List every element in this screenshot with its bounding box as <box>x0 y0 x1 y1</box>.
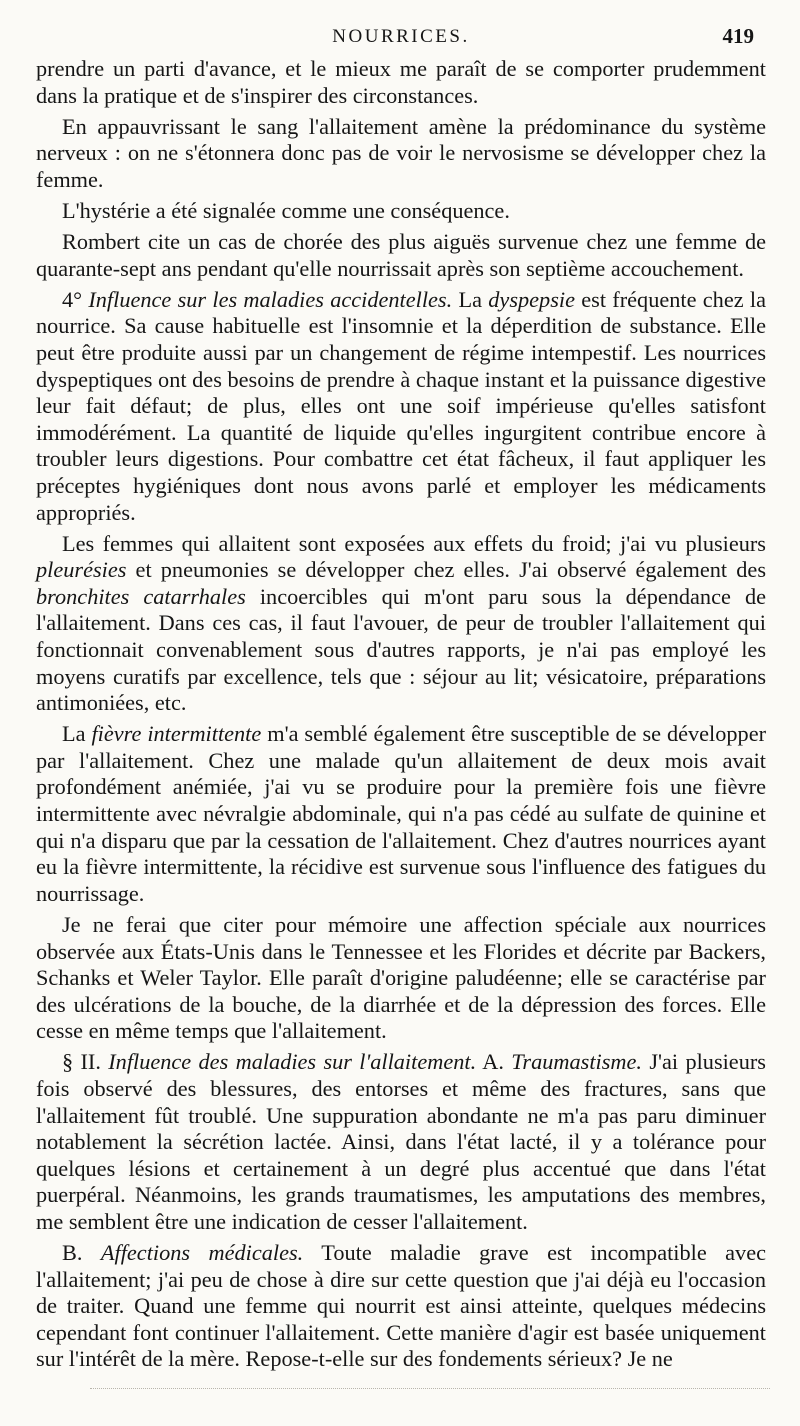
text-run: prendre un parti d'avance, et le mieux me paraît de se comporter prudemment dans la pratique et de s'inspirer des circonstances. <box>36 56 766 108</box>
italic-text: dyspepsie <box>488 286 575 312</box>
text-run: 4° <box>62 286 89 312</box>
paragraph <box>36 229 766 282</box>
paragraph <box>36 1240 766 1373</box>
paragraph <box>36 287 766 526</box>
italic-text: bronchites catarrhales <box>36 583 246 609</box>
text-run: En appauvrissant le sang l'allaitement amène la prédominance du système nerveux : on ne s'étonnera donc pas de voir le nervosisme se développer chez la femme. <box>36 113 766 192</box>
text-run: Les femmes qui allaitent sont exposées aux effets du froid; j'ai vu plusieurs <box>62 530 766 556</box>
text-run: Je ne ferai que citer pour mémoire une affection spéciale aux nourrices observée aux États-Unis dans le Tennessee et les Florides et décrite par Backers, Schanks et Weler Taylor. Elle paraît d'origine paludéenne; elle se caractérise par des ulcérations de la bouche, de la diarrhée et de la dépression des forces. Elle cesse en même temps que l'allaitement. <box>36 911 766 1044</box>
text-run: incoercibles qui m'ont paru sous la dépendance de l'allaitement. Dans ces cas, il faut l'avouer, de peur de troubler l'allaitement qui fonctionnait convenablement sous d'autres rapports, je n'ai pas employé les moyens curatifs par excellence, tels que : séjour au lit; vésicatoire, préparations antimoniées, etc. <box>36 583 766 716</box>
italic-text: Traumastisme. <box>511 1049 642 1075</box>
text-run: m'a semblé également être susceptible de se développer par l'allaitement. Chez une malade qu'un allaitement de deux mois avait profondément anémiée, j'ai vu se produire pour la première fois une fièvre intermittente avec névralgie abdominale, qui n'a pas cédé au sulfate de quinine et qui n'a disparu que par la cessation de l'allaitement. Chez d'autres nourrices ayant eu la fièvre intermittente, la récidive est survenue sous l'influence des fatigues du nourrissage. <box>36 721 767 906</box>
text-run: L'hystérie a été signalée comme une conséquence. <box>62 197 510 223</box>
italic-text: Affections médicales. <box>100 1240 304 1266</box>
italic-text: Influence des maladies sur l'allaitement. <box>108 1049 477 1075</box>
body-text <box>36 56 766 1373</box>
italic-text: pleurésies <box>36 557 127 583</box>
text-run: La <box>62 721 92 747</box>
text-run: Toute maladie grave est incompatible avec l'allaitement; j'ai peu de chose à dire sur cette question que j'ai déjà eu l'occasion de traiter. Quand une femme qui nourrit est ainsi atteinte, quelques médecins cependant font continuer l'allaitement. Cette manière d'agir est basée uniquement sur l'intérêt de la mère. Repose-t-elle sur des fondements sérieux? Je ne <box>36 1240 766 1372</box>
running-title: NOURRICES. <box>332 26 470 47</box>
italic-text: Influence sur les maladies accidentelles. <box>88 286 453 312</box>
paragraph <box>36 721 766 907</box>
page-header <box>36 20 766 52</box>
text-run: A. <box>476 1049 512 1075</box>
text-run: B. <box>62 1240 101 1266</box>
text-run: § II. <box>62 1049 109 1075</box>
bleed-through-line <box>90 1388 770 1391</box>
text-run: J'ai plusieurs fois observé des blessures, des entorses et même des fractures, sans que l'allaitement fût troublé. Une suppuration abondante ne m'a pas paru diminuer notablement la sécrétion lactée. Ainsi, dans l'état lacté, il y a tolérance pour quelques lésions et certainement à un degré plus accentué que dans l'état puerpéral. Néanmoins, les grands traumatismes, les amputations des membres, me semblent être une indication de cesser l'allaitement. <box>36 1049 766 1234</box>
text-run: et pneumonies se développer chez elles. J'ai observé également des <box>126 557 766 583</box>
text-run: La <box>452 286 489 312</box>
paragraph <box>36 198 766 225</box>
text-run: Rombert cite un cas de chorée des plus aiguës survenue chez une femme de quarante-sept ans pendant qu'elle nourrissait après son septième accouchement. <box>36 229 766 281</box>
text-run: est fréquente chez la nourrice. Sa cause habituelle est l'insomnie et la déperdition de substance. Elle peut être produite aussi par un changement de régime intempestif. Les nourrices dyspeptiques ont des besoins de prendre à chaque instant et la puissance digestive leur fait défaut; de plus, elles ont une soif impérieuse qu'elles satisfont immodérément. La quantité de liquide qu'elles ingurgitent contribue encore à troubler leurs digestions. Pour combattre cet état fâcheux, il faut appliquer les préceptes hygiéniques dont nous avons parlé et employer les médicaments appropriés. <box>36 286 766 525</box>
paragraph <box>36 56 766 109</box>
paragraph <box>36 912 766 1045</box>
paragraph <box>36 531 766 717</box>
paragraph <box>36 1049 766 1235</box>
page-number: 419 <box>722 24 754 48</box>
paragraph <box>36 114 766 194</box>
italic-text: fièvre intermittente <box>91 721 262 747</box>
